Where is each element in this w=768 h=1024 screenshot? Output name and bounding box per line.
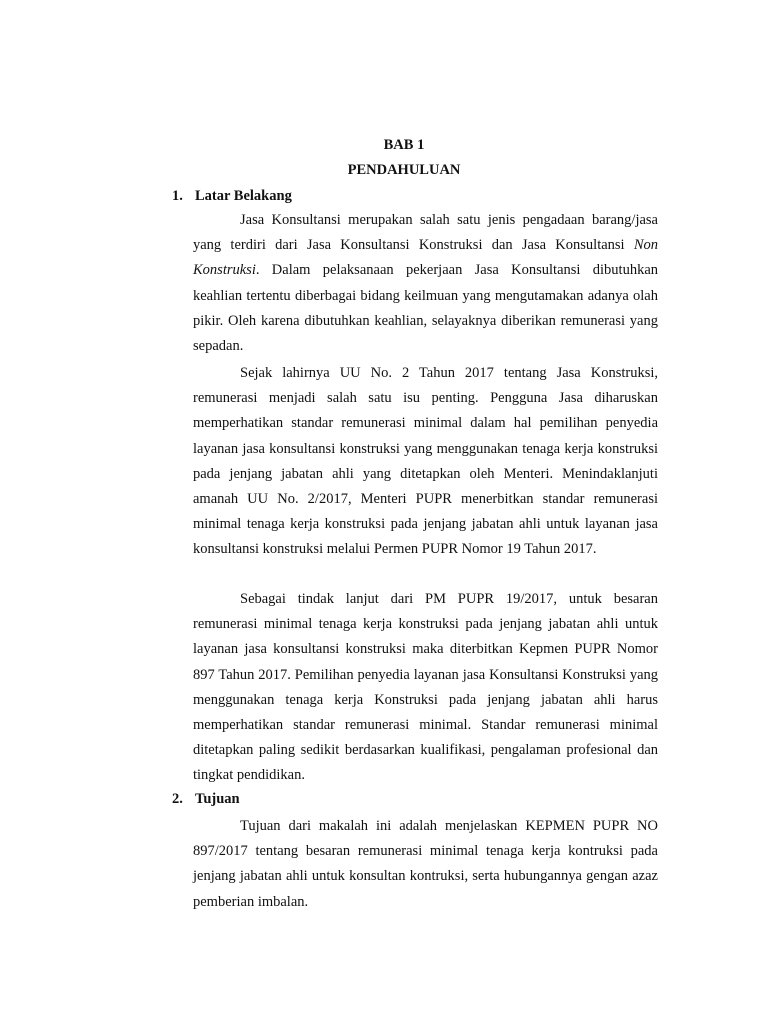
paragraph-text: Jasa Konsultansi merupakan salah satu jenis pengadaan barang/jasa yang terdiri dari Jasa Konsultansi Konstruksi dan Jasa Konsultansi	[193, 212, 658, 254]
section-heading-latar-belakang	[172, 188, 292, 205]
italic-term: Non Konstruksi	[193, 237, 658, 279]
section-title: Tujuan	[195, 791, 240, 807]
section-title: Latar Belakang	[195, 188, 292, 204]
paragraph-latar-belakang-2: Sejak lahirnya UU No. 2 Tahun 2017 tentang Jasa Konstruksi, remunerasi menjadi salah satu isu penting. Pengguna Jasa diharuskan memperhatikan standar remunerasi minimal dalam hal pemilihan penyedia layanan jasa konsultansi konstruksi yang menggunakan tenaga kerja konstruksi pada jenjang jabatan ahli yang ditetapkan oleh Menteri. Menindaklanjuti amanah UU No. 2/2017, Menteri PUPR menerbitkan standar remunerasi minimal tenaga kerja konstruksi pada jenjang jabatan ahli untuk layanan jasa konsultansi konstruksi melalui Permen PUPR Nomor 19 Tahun 2017.	[193, 365, 658, 558]
chapter-number: BAB 1	[383, 137, 425, 153]
chapter-title: PENDAHULUAN	[347, 162, 461, 178]
paragraph-latar-belakang-3: Sebagai tindak lanjut dari PM PUPR 19/2017, untuk besaran remunerasi minimal tenaga kerja konstruksi pada jenjang jabatan ahli untuk layanan jasa konsultansi konstruksi maka diterbitkan Kepmen PUPR Nomor 897 Tahun 2017. Pemilihan penyedia layanan jasa Konsultansi Konstruksi yang menggunakan tenaga kerja Konstruksi pada jenjang jabatan ahli harus memperhatikan standar remunerasi minimal. Standar remunerasi minimal ditetapkan paling sedikit berdasarkan kualifikasi, pengalaman profesional dan tingkat pendidikan.	[193, 591, 658, 784]
paragraph-tujuan: Tujuan dari makalah ini adalah menjelaskan KEPMEN PUPR NO 897/2017 tentang besaran remunerasi minimal tenaga kerja kontruksi pada jenjang jabatan ahli untuk konsultan kontruksi, serta hubungannya gengan azaz pemberian imbalan.	[193, 818, 658, 910]
paragraph-text: . Dalam pelaksanaan pekerjaan Jasa Konsultansi dibutuhkan keahlian tertentu diberbagai bidang keilmuan yang mengutamakan adanya olah pikir. Oleh karena dibutuhkan keahlian, selayaknya diberikan remunerasi yang sepadan.	[193, 262, 658, 355]
paragraph-latar-belakang-1	[193, 208, 658, 359]
section-number: 2.	[172, 791, 183, 807]
section-heading-tujuan	[172, 791, 240, 808]
section-number: 1.	[172, 188, 183, 204]
